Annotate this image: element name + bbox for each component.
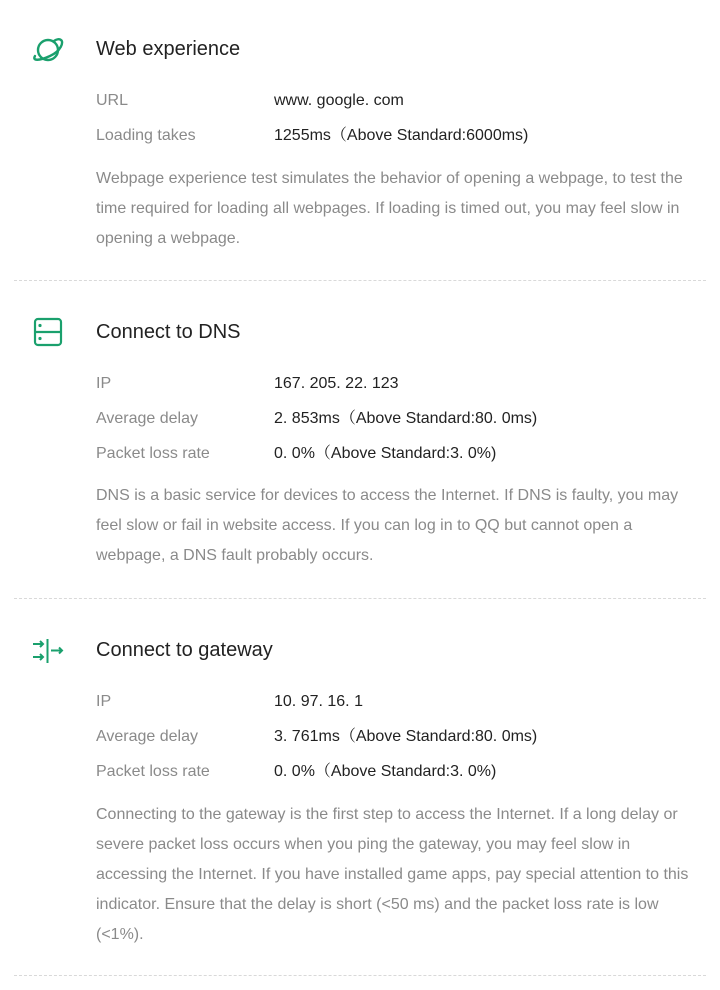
row-value: 0. 0%（Above Standard:3. 0%) [274,445,497,462]
row-label: Packet loss rate [96,445,210,462]
section-title: Connect to gateway [96,639,273,661]
row-value: 10. 97. 16. 1 [274,693,363,710]
section-title: Web experience [96,38,241,60]
section-description: Webpage experience test simulates the behavior of opening a webpage, to test the time required for loading all webpages. If loading is timed out, you may feel slow in opening a webpage. [96,170,683,247]
row-label: URL [96,92,129,109]
row-value: 2. 853ms（Above Standard:80. 0ms) [274,410,538,427]
section-divider [14,280,706,281]
section-divider [14,598,706,599]
row-value: 167. 205. 22. 123 [274,375,399,392]
section-description: Connecting to the gateway is the first step to access the Internet. If a long delay or severe packet loss occurs when you ping the gateway, you may feel slow in accessing the Internet. If you have installed game apps, pay special attention to this indicator. Ensure that the delay is short (<50 ms) and the packet loss rate is low (<1%). [96,806,689,943]
row-label: Average delay [96,728,198,745]
section-description: DNS is a basic service for devices to access the Internet. If DNS is faulty, you may feel slow or fail in website access. If you can log in to QQ but cannot open a webpage, a DNS fault probably occurs. [96,487,679,564]
row-label: Loading takes [96,127,196,144]
row-value: 0. 0%（Above Standard:3. 0%) [274,763,497,780]
gateway-arrows-icon [30,633,66,669]
row-label: Average delay [96,410,198,427]
row-label: IP [96,693,112,710]
section-title: Connect to DNS [96,321,241,343]
row-value: 3. 761ms（Above Standard:80. 0ms) [274,728,538,745]
section-divider [14,975,706,976]
planet-icon [30,32,66,68]
row-label: IP [96,375,112,392]
row-label: Packet loss rate [96,763,210,780]
row-value: www. google. com [274,92,404,109]
row-value: 1255ms（Above Standard:6000ms) [274,127,529,144]
server-icon [30,314,66,350]
